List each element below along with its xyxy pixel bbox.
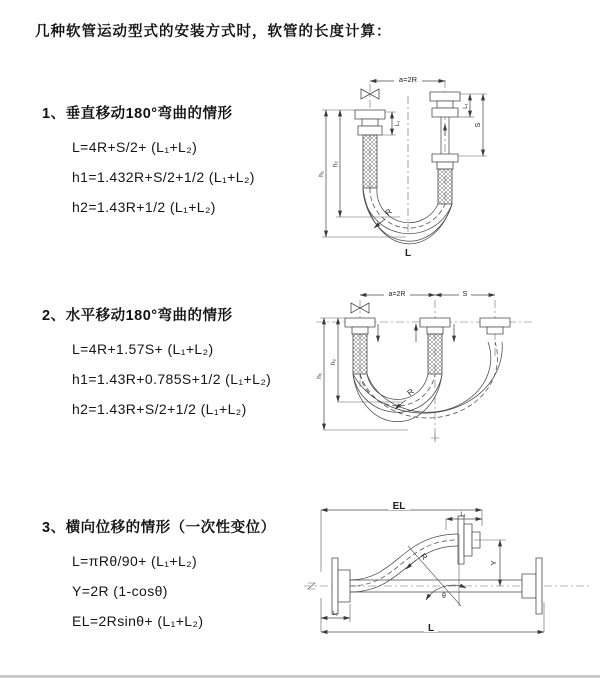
hose-braid-left xyxy=(353,334,367,374)
flange-right xyxy=(480,318,510,327)
flange-left xyxy=(345,318,375,327)
radius-label: R xyxy=(418,551,430,562)
formula-h2: h2=1.43R+1/2 (L₁+L₂) xyxy=(72,199,216,215)
bottom-center-tick xyxy=(431,434,439,442)
hose1-displaced-outer xyxy=(353,374,442,422)
flange-right-upper xyxy=(432,108,458,117)
page-title: 几种软管运动型式的安装方式时，软管的长度计算： xyxy=(35,24,392,40)
dim-label-l1-bottom: L₁ xyxy=(332,611,338,617)
hose-bottom-wall xyxy=(350,546,458,592)
dim-label-l: L xyxy=(427,623,435,634)
angle-label-theta: θ xyxy=(442,593,446,600)
radius-arrow xyxy=(395,400,406,409)
dim-label-l1-right: L₁ xyxy=(463,103,469,109)
flange-right-hub xyxy=(522,574,536,598)
flange-left-neck xyxy=(362,119,378,126)
section-2-heading: 2、水平移动180°弯曲的情形 xyxy=(42,308,233,324)
dim-label-h1: h₁ xyxy=(316,373,323,379)
hose-braid-left xyxy=(363,135,377,188)
formula-length: L=4R+S/2+ (L₁+L₂) xyxy=(72,139,198,155)
dim-label-l1-fitting: L₁ xyxy=(395,120,401,127)
radius-label: R xyxy=(383,206,394,218)
section-3-heading: 3、横向位移的情形（一次性变位） xyxy=(42,520,276,536)
dim-label-h2: h₂ xyxy=(332,160,339,168)
length-label: L xyxy=(404,248,412,259)
flange-middle xyxy=(420,318,450,327)
hose-centerline xyxy=(350,540,458,586)
formula-length: L=πRθ/90+ (L₁+L₂) xyxy=(72,553,198,569)
formula-h2: h2=1.43R+S/2+1/2 (L₁+L₂) xyxy=(72,401,247,417)
dim-label-h1: h₁ xyxy=(318,171,325,177)
diagram-lateral-displacement xyxy=(296,494,600,646)
flange-right-lower xyxy=(432,154,458,162)
dim-label-h2: h₂ xyxy=(330,358,337,366)
formula-h1: h1=1.43R+0.785S+1/2 (L₁+L₂) xyxy=(72,371,272,387)
flange-left-disc xyxy=(332,558,338,614)
formula-h1: h1=1.432R+S/2+1/2 (L₁+L₂) xyxy=(72,169,255,185)
dim-label-l1-top: L₁ xyxy=(460,512,466,518)
formula-y: Y=2R (1-cosθ) xyxy=(72,583,168,599)
section-horizontal-movement xyxy=(42,304,271,424)
flange-left-neck xyxy=(352,327,368,334)
hose-inner-wall xyxy=(377,188,438,223)
hose-braid-right xyxy=(438,169,452,204)
formula-el: EL=2Rsinθ+ (L₁+L₂) xyxy=(72,613,204,629)
dim-label-a2r: a=2R xyxy=(398,75,418,84)
flange-left-top xyxy=(355,110,385,119)
flange-right-top xyxy=(430,92,460,101)
section-vertical-movement xyxy=(42,102,255,222)
hose1-inner-wall xyxy=(367,374,428,399)
flange-left-lower xyxy=(358,126,382,135)
diagram-horizontal-180-bend xyxy=(308,282,600,454)
hose1-centerline xyxy=(360,374,435,406)
dim-label-s: S xyxy=(475,122,482,128)
dim-label-s: S xyxy=(462,291,468,298)
dim-label-el: EL xyxy=(392,501,406,512)
hose-top-wall xyxy=(350,534,458,580)
flange-right-disc xyxy=(536,558,542,614)
radius-arrow xyxy=(406,560,416,569)
flange-right-neck xyxy=(437,101,453,108)
dim-label-y: Y xyxy=(489,560,498,566)
flange-right-lower-neck xyxy=(437,162,453,169)
flange-left-hub xyxy=(338,570,350,602)
radius-label: R xyxy=(405,386,416,398)
hose-braid-middle xyxy=(428,334,442,374)
flange-right-neck xyxy=(487,327,503,334)
diagram-vertical-180-bend xyxy=(308,66,600,262)
formula-length: L=4R+1.57S+ (L₁+L₂) xyxy=(72,341,214,357)
section-lateral-displacement xyxy=(42,516,276,636)
angle-arc xyxy=(426,585,466,600)
dim-label-a2r: a=2R xyxy=(388,291,406,298)
angle-construction-lines xyxy=(408,534,461,606)
flange-middle-neck xyxy=(427,327,443,334)
section-1-heading: 1、垂直移动180°弯曲的情形 xyxy=(42,106,233,122)
flange-upper-hub xyxy=(464,524,472,556)
